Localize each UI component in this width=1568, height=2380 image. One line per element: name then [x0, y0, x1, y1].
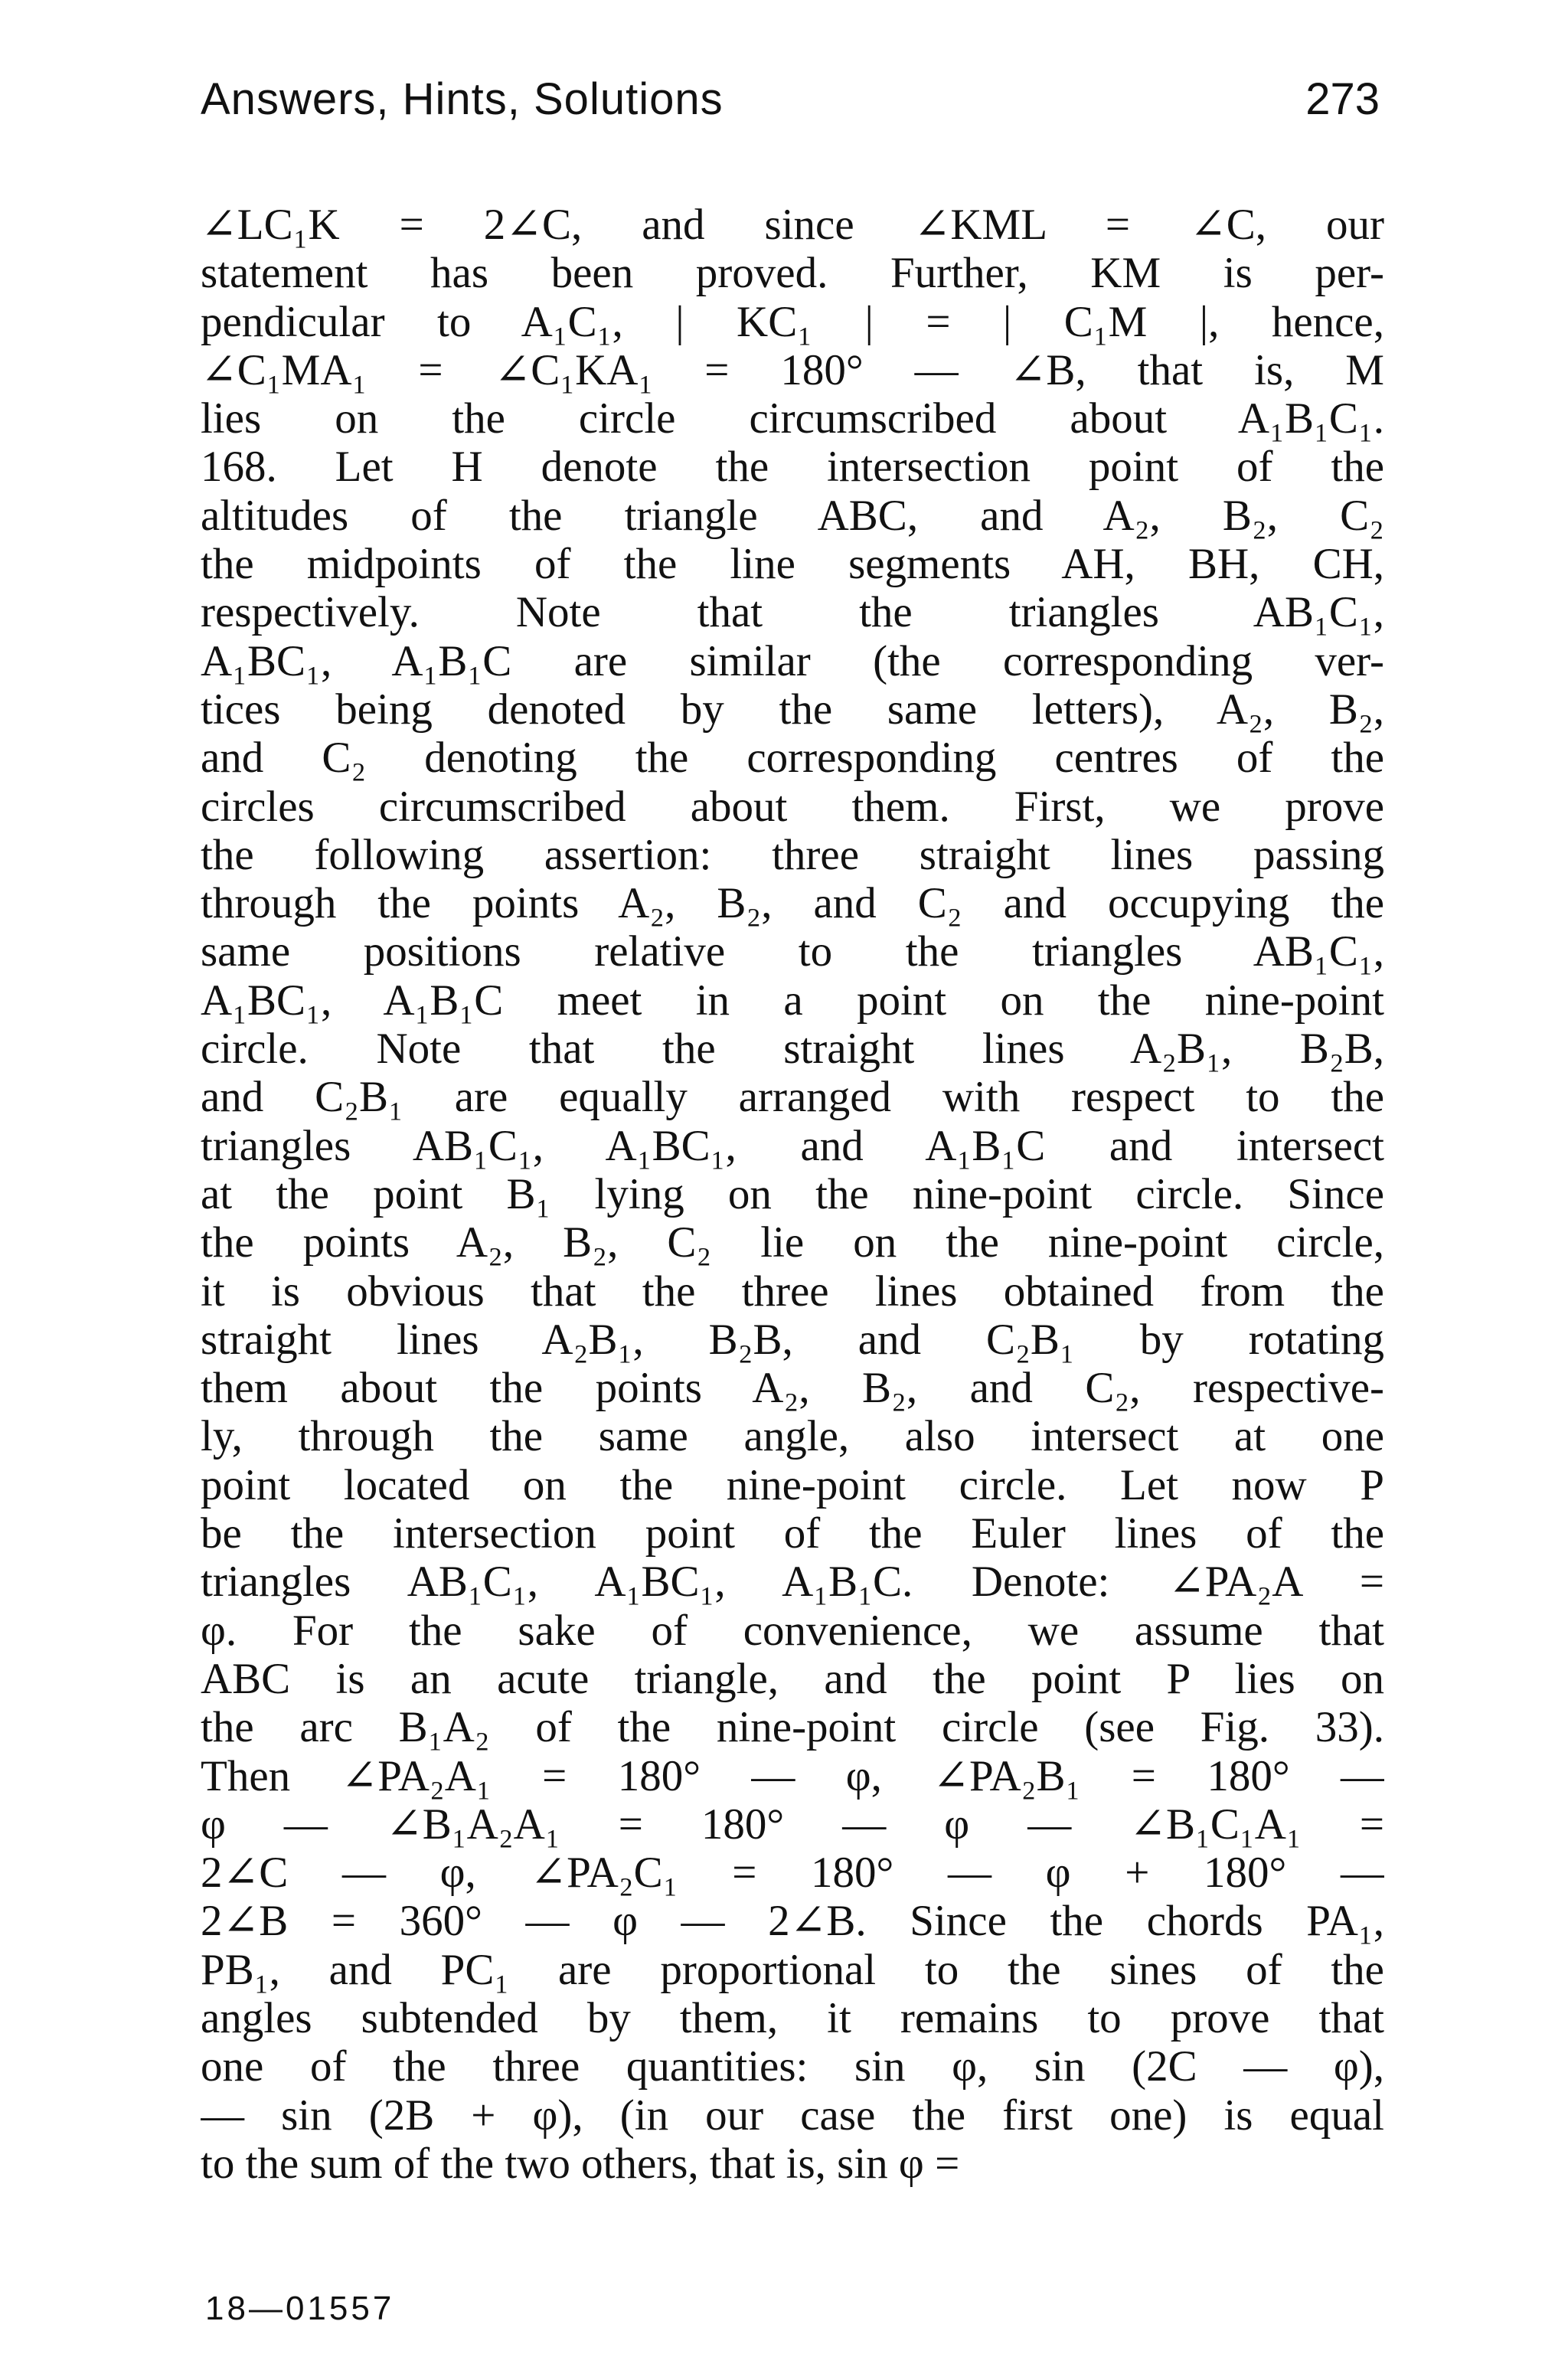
text-line: tices being denoted by the same letters), A₂, B₂, [201, 685, 1384, 734]
text-line: PB₁, and PC₁ are proportional to the sines of the [201, 1945, 1384, 1994]
text-line: ABC is an acute triangle, and the point P lies on [201, 1654, 1384, 1703]
text-line: respectively. Note that the triangles AB₁C₁, [201, 588, 1384, 637]
text-line: pendicular to A₁C₁, | KC₁ | = | C₁M |, hence, [201, 297, 1384, 346]
text-line: angles subtended by them, it remains to prove that [201, 1993, 1384, 2042]
text-line: altitudes of the triangle ABC, and A₂, B₂, C₂ [201, 491, 1384, 540]
text-line: the arc B₁A₂ of the nine-point circle (see Fig. 33). [201, 1703, 1384, 1752]
text-line: φ — ∠B₁A₂A₁ = 180° — φ — ∠B₁C₁A₁ = [201, 1800, 1384, 1849]
text-line: circle. Note that the straight lines A₂B₁, B₂B, [201, 1025, 1384, 1074]
text-line: be the intersection point of the Euler lines of the [201, 1509, 1384, 1558]
text-line: — sin (2B + φ), (in our case the first one) is equal [201, 2091, 1384, 2140]
text-line: point located on the nine-point circle. Let now P [201, 1460, 1384, 1509]
text-line: triangles AB₁C₁, A₁BC₁, A₁B₁C. Denote: ∠PA₂A = [201, 1558, 1384, 1607]
text-line: and C₂ denoting the corresponding centres of the [201, 734, 1384, 783]
text-line: A₁BC₁, A₁B₁C are similar (the corresponding ver- [201, 636, 1384, 685]
text-line: at the point B₁ lying on the nine-point circle. Since [201, 1169, 1384, 1218]
text-line: and C₂B₁ are equally arranged with respect to the [201, 1073, 1384, 1122]
text-line: ∠C₁MA₁ = ∠C₁KA₁ = 180° — ∠B, that is, M [201, 345, 1384, 394]
text-line: the points A₂, B₂, C₂ lie on the nine-point circle, [201, 1218, 1384, 1267]
page-number: 273 [1305, 74, 1380, 124]
text-line: to the sum of the two others, that is, sin φ = [201, 2139, 960, 2188]
text-line: ly, through the same angle, also intersect at one [201, 1412, 1384, 1461]
text-line: it is obvious that the three lines obtained from the [201, 1267, 1384, 1316]
text-line: lies on the circle circumscribed about A₁B₁C₁. [201, 394, 1384, 443]
text-line: Then ∠PA₂A₁ = 180° — φ, ∠PA₂B₁ = 180° — [201, 1751, 1384, 1800]
text-line: one of the three quantities: sin φ, sin (2C — φ), [201, 2042, 1384, 2091]
text-line: φ. For the sake of convenience, we assume that [201, 1606, 1384, 1655]
text-line: statement has been proved. Further, KM is per- [201, 249, 1384, 298]
text-line: the following assertion: three straight lines passing [201, 830, 1384, 879]
running-head [201, 74, 1380, 135]
text-line: the midpoints of the line segments AH, BH, CH, [201, 540, 1384, 589]
printer-signature: 18—01557 [205, 2290, 395, 2327]
text-line: straight lines A₂B₁, B₂B, and C₂B₁ by rotating [201, 1315, 1384, 1364]
text-line: circles circumscribed about them. First, we prove [201, 782, 1384, 831]
text-line: A₁BC₁, A₁B₁C meet in a point on the nine-point [201, 976, 1384, 1025]
text-line: them about the points A₂, B₂, and C₂, respective- [201, 1364, 1384, 1413]
running-head-title: Answers, Hints, Solutions [201, 74, 724, 124]
text-line: 2∠C — φ, ∠PA₂C₁ = 180° — φ + 180° — [201, 1849, 1384, 1898]
text-line: through the points A₂, B₂, and C₂ and occupying the [201, 879, 1384, 928]
text-line: 168. Let H denote the intersection point of the [201, 443, 1384, 492]
text-line: same positions relative to the triangles AB₁C₁, [201, 927, 1384, 976]
text-line: ∠LC₁K = 2∠C, and since ∠KML = ∠C, our [201, 201, 1384, 249]
text-line: triangles AB₁C₁, A₁BC₁, and A₁B₁C and intersect [201, 1121, 1384, 1170]
text-line: 2∠B = 360° — φ — 2∠B. Since the chords PA₁, [201, 1897, 1384, 1946]
body-text [201, 201, 1384, 2188]
